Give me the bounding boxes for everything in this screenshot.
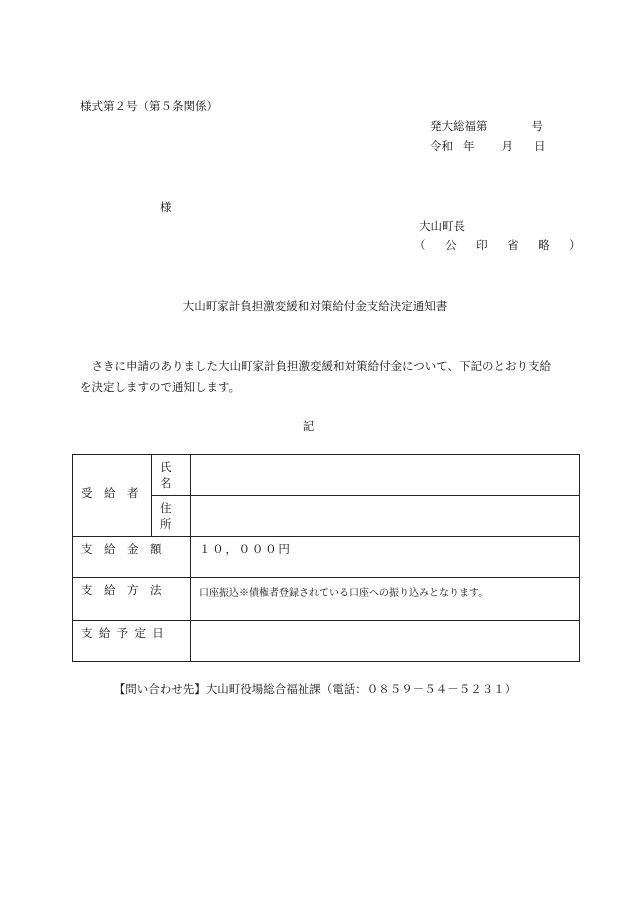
schedule-label: 支給予定日 [73, 621, 191, 662]
table-row [73, 455, 580, 496]
date-month: 月 [501, 139, 513, 153]
method-label: 支 給 方 法 [73, 578, 191, 621]
date-year: 年 [463, 139, 475, 153]
address-label: 住所 [152, 496, 191, 537]
ki-heading: 記 [302, 419, 315, 433]
table-row [73, 578, 580, 621]
contact-info: 【問い合わせ先】大山町役場総合福祉課（電話：０８５９－５４－５２３１） [113, 682, 517, 696]
amount-value: １０，０００円 [191, 537, 580, 578]
form-number: 様式第２号（第５条関係） [80, 99, 218, 113]
recipient-label: 受 給 者 [73, 455, 152, 537]
info-table [72, 454, 580, 662]
address-value [191, 496, 580, 537]
document-body: さきに申請のありました大山町家計負担激変緩和対策給付金について、下記のとおり支給を決定しますので通知します。 [80, 359, 552, 394]
reference-prefix: 発大総福第 [430, 119, 488, 133]
date-day: 日 [534, 139, 546, 153]
document-title: 大山町家計負担激変緩和対策給付金支給決定通知書 [182, 299, 448, 313]
method-value: 口座振込※債権者登録されている口座への振り込みとなります。 [191, 578, 580, 621]
table-row [73, 621, 580, 662]
reference-number [430, 118, 543, 134]
name-value [191, 455, 580, 496]
sender-title: 大山町長 [419, 219, 465, 233]
name-label: 氏名 [152, 455, 191, 496]
schedule-value [191, 621, 580, 662]
amount-label: 支 給 金 額 [73, 537, 191, 578]
addressee-honorific: 様 [160, 200, 172, 214]
date-era: 令和 [430, 139, 453, 153]
seal-note: （ 公 印 省 略 ） [414, 238, 585, 252]
table-row [73, 537, 580, 578]
issue-date [430, 138, 546, 154]
reference-suffix: 号 [531, 119, 543, 133]
